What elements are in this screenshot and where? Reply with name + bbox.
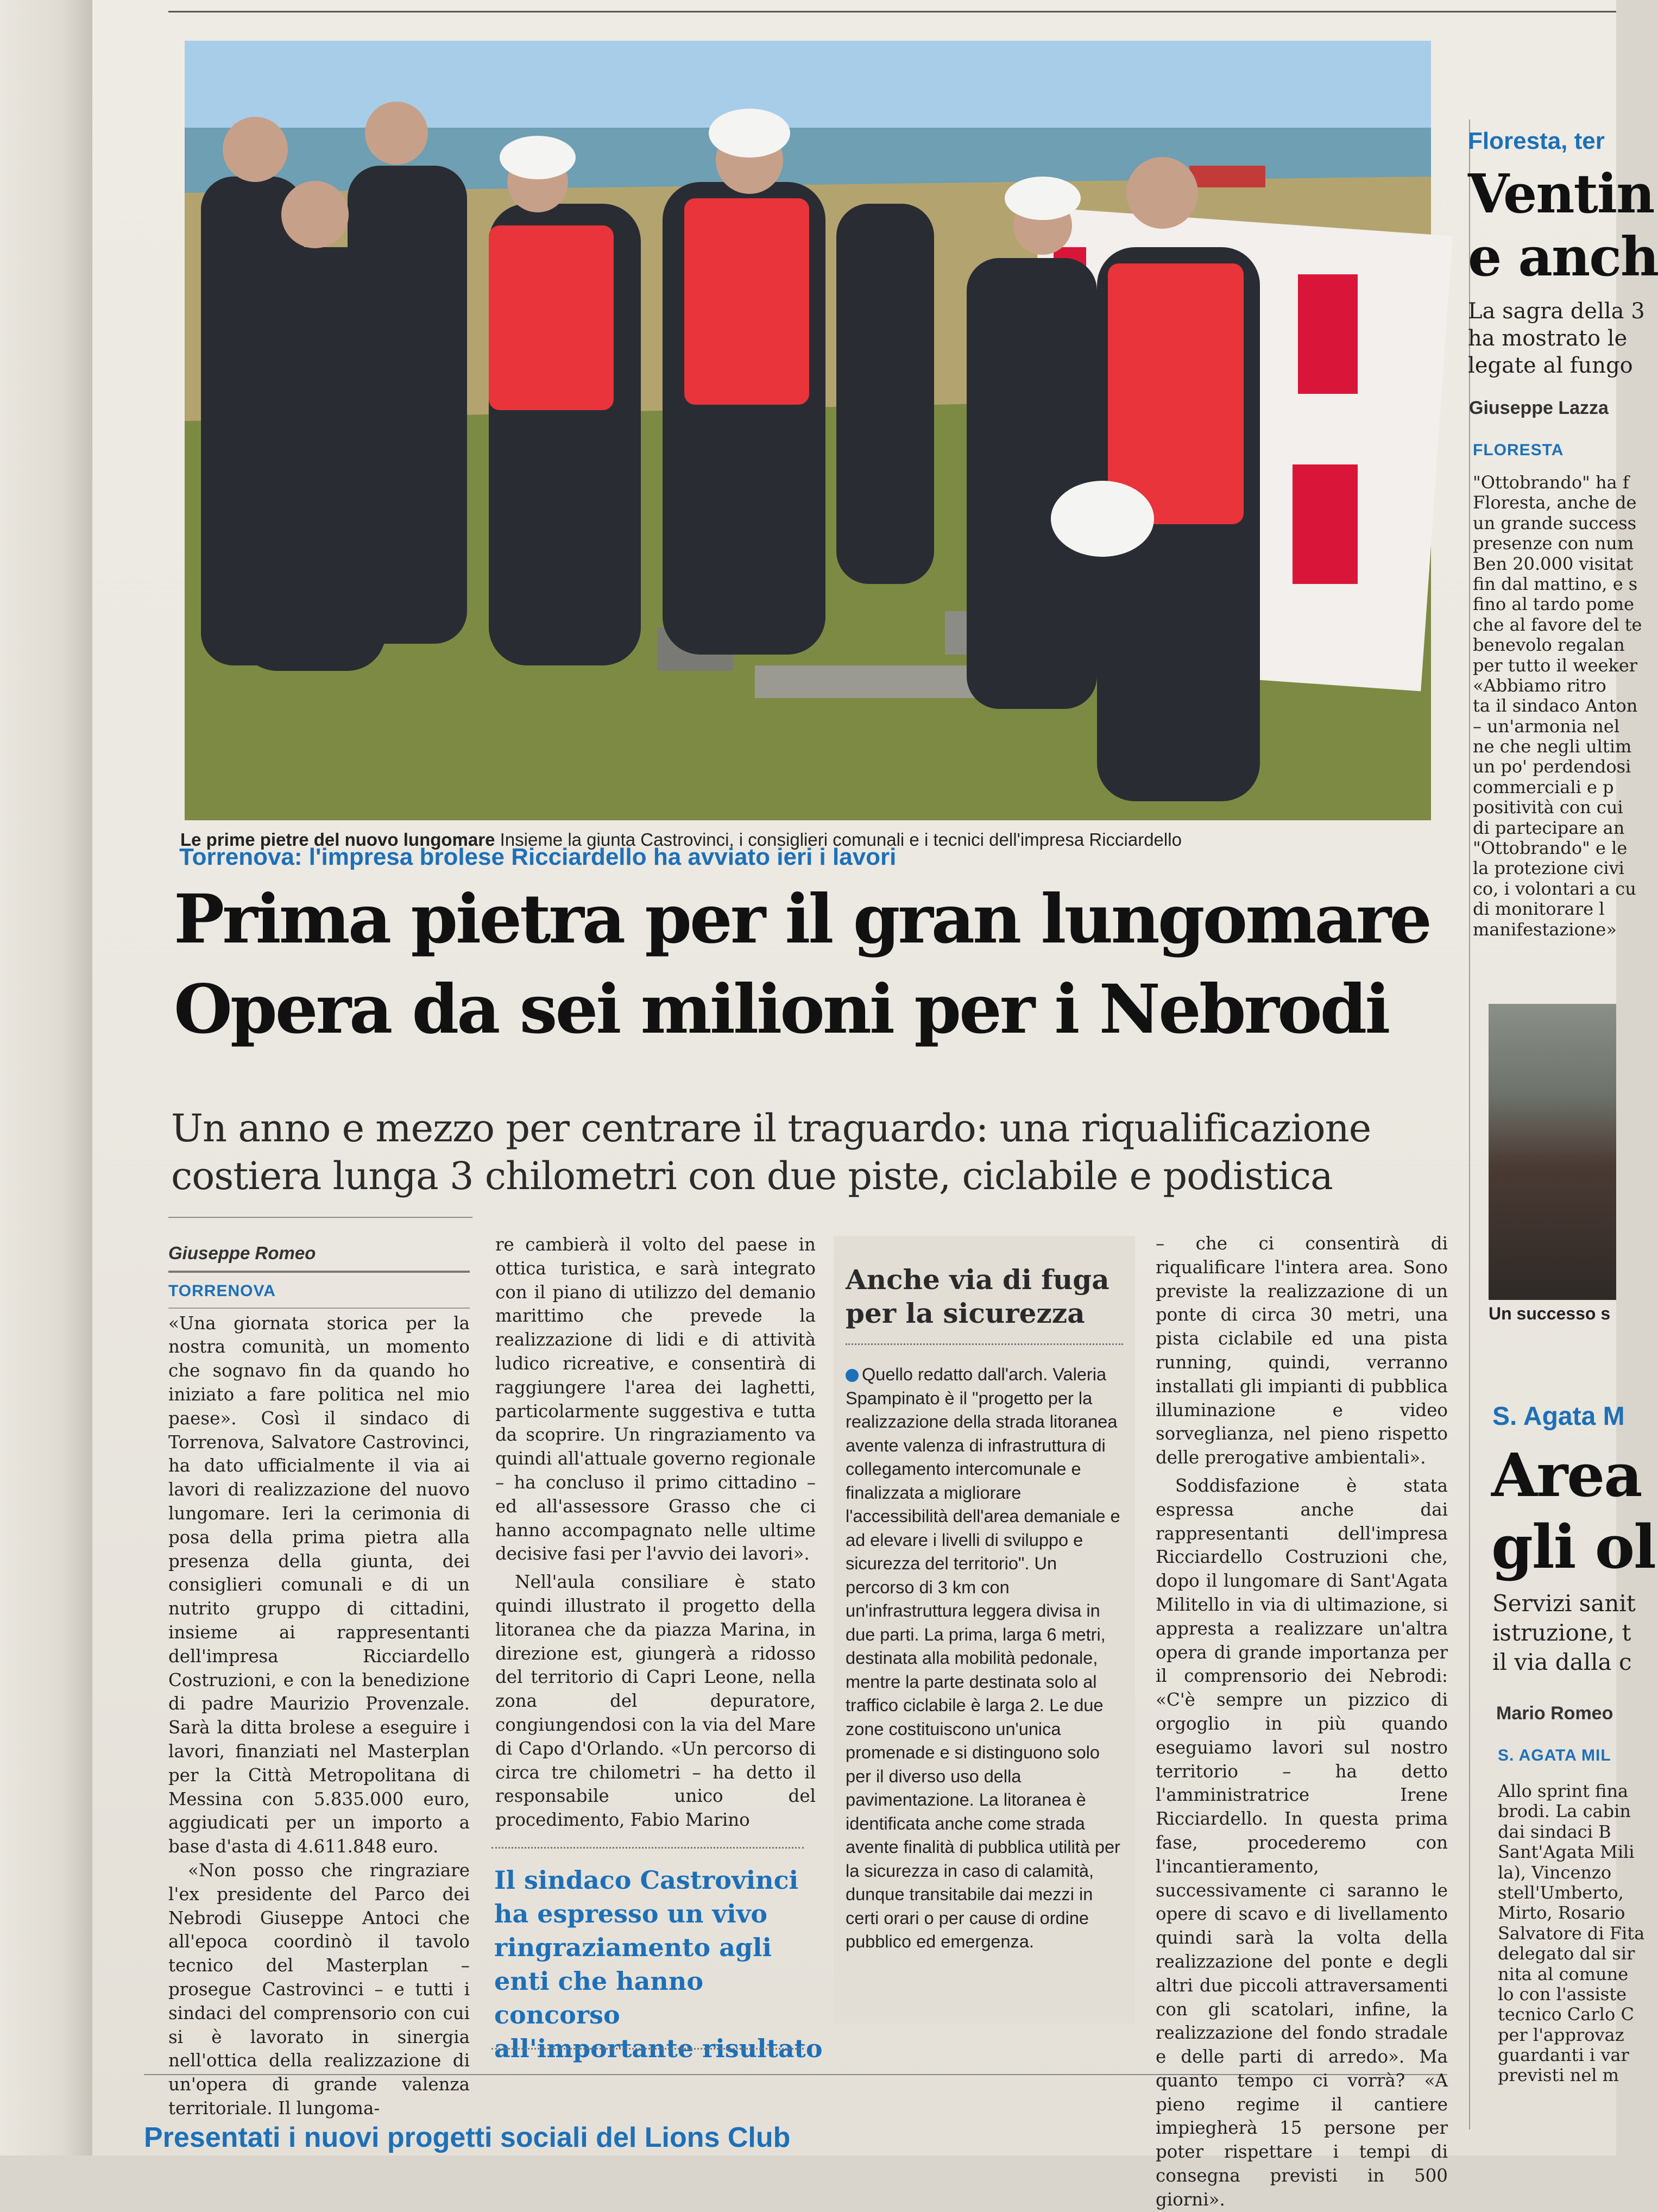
right-story-1-line: benevolo regalan (1473, 634, 1625, 656)
column-1-paragraph-2: «Non posso che ringraziare l'ex presidente del Parco dei Nebrodi Giuseppe Antoci che all'epoca coordinò il tavolo tecnico del Masterplan – prosegue Castrovinci – e tutti i sindaci del comprensorio con cui si è lavorato in sinergia nell'ottica della realizzazione di un'opera di grande valenza territoriale. Il lungoma- (168, 1859, 470, 2119)
right-story-1-line: Ben 20.000 visitat (1473, 553, 1634, 574)
photo-caption-title: Le prime pietre del nuovo lungomare (180, 830, 495, 850)
article-photo (185, 41, 1431, 820)
right-story-1-line: fino al tardo pome (1473, 594, 1635, 615)
right-story-1-deck-line-3: legate al fungo (1468, 353, 1633, 378)
headline-line-1: Prima pietra per il gran lungomare (174, 880, 1430, 959)
column-4-paragraph-1: – che ci consentirà di riqualificare l'intera area. Sono previste la realizzazione di un ponte di circa 30 metri, una pista ciclabile ed una pista running, quindi, verranno installati gli impianti di pubblica illuminazione e video sorveglianza, nel pieno rispetto delle prerogative ambientali». (1156, 1233, 1448, 1468)
right-story-1-line: co, i volontari a cu (1473, 878, 1636, 899)
article-column-4 (1156, 1232, 1448, 2212)
construction-ceremony-illustration (185, 41, 1431, 820)
column-1-paragraph-1: «Una giornata storica per la nostra comunità, un momento che sognavo fin da quando ho iniziato a fare politica nel mio paese». Così il sindaco di Torrenova, Salvatore Castrovinci, ha dato ufficialmente il via ai lavori di realizzazione del nuovo lungomare. Ieri la cerimonia di posa della prima pietra alla presenza della giunta, dei consiglieri comunali e di un nutrito gruppo di cittadini, insieme ai rappresentanti dell'impresa Ricciardello Costruzioni, e con la benedizione di padre Maurizio Provenzale. Sarà la ditta brolese a eseguire i lavori, finanziati nel Masterplan per la Città Metropolitana di Messina con 5.835.000 euro, aggiudicati per un importo a base d'asta di 4.611.848 euro. (168, 1312, 470, 1857)
right-story-1-line: un po' perdendosi (1473, 756, 1631, 777)
right-story-2-line: Allo sprint fina (1498, 1781, 1629, 1801)
right-story-2-deck-line-1: Servizi sanit (1492, 1590, 1636, 1617)
subhead-line-1: Un anno e mezzo per centrare il traguardo: una riqualificazione (171, 1106, 1371, 1151)
right-story-2-headline-line-1: Area (1491, 1440, 1642, 1510)
right-story-1-line: fin dal mattino, e s (1473, 573, 1638, 594)
right-story-1-deck (1468, 298, 1645, 379)
right-story-2-deck-line-2: istruzione, t (1492, 1619, 1631, 1646)
bottom-teaser-kicker: Presentati i nuovi progetti sociali del Lions Club (144, 2122, 791, 2153)
pull-quote: Il sindaco Castrovinci ha espresso un vivo ringraziamento agli enti che hanno concorso all'importante risultato (494, 1865, 823, 2063)
sidebar-title-line-2: per la sicurezza (846, 1297, 1085, 1329)
pullquote-top-rule (491, 1847, 804, 1850)
right-story-2-line: guardanti i var (1498, 2045, 1629, 2066)
right-story-2-byline: Mario Romeo (1496, 1703, 1613, 1724)
right-story-1-headline-line-2: e anch (1468, 226, 1658, 288)
right-story-2-text (1498, 1781, 1644, 2085)
right-story-2-kicker: S. Agata M (1492, 1402, 1625, 1431)
right-story-2-line: delegato dal sir (1498, 1943, 1635, 1964)
right-story-1-line: Floresta, anche de (1473, 492, 1637, 513)
right-story-1-dateline: FLORESTA (1473, 441, 1564, 459)
article-subhead (171, 1104, 1371, 1200)
dateline-rule (168, 1308, 470, 1309)
column-2-paragraph-1: re cambierà il volto del paese in ottica turistica, e sarà integrato con il piano di utilizzo del demanio marittimo che prevede la realizzazione di lidi e di attività ludico ricreative, e consentirà di raggiungere l'area dei laghetti, particolarmente suggestiva e tutta da scoprire. Un ringraziamento va quindi all'attuale governo regionale – ha concluso il primo cittadino – ed all'assessore Grasso che ci hanno accompagnato nelle ultime decisive fasi per l'avvio dei lavori». (495, 1234, 816, 1564)
right-story-2-line: Salvatore di Fita (1498, 1922, 1645, 1944)
right-story-1-line: per tutto il weeker (1473, 655, 1638, 676)
right-story-1-line: – un'armonia nel (1473, 715, 1620, 737)
binding-shadow (0, 0, 103, 2156)
right-story-2-deck (1492, 1589, 1636, 1677)
right-story-1-deck-line-2: ha mostrato le (1468, 326, 1628, 351)
article-column-1 (168, 1241, 470, 2121)
right-story-2-headline-line-2: gli ol (1491, 1512, 1655, 1582)
sidebar-text (846, 1363, 1123, 1954)
right-photo-caption: Un successo s (1489, 1304, 1611, 1323)
right-story-1-headline-line-1: Ventin (1468, 163, 1654, 225)
right-story-1-line: "Ottobrando" ha f (1473, 472, 1629, 493)
sidebar-box (834, 1236, 1135, 2024)
right-story-1-byline: Giuseppe Lazza (1469, 398, 1609, 418)
right-story-1-text (1473, 473, 1642, 940)
right-column-rule (1469, 120, 1470, 2129)
right-story-2-deck-line-3: il via dalla c (1492, 1649, 1632, 1675)
right-story-2-headline (1491, 1440, 1655, 1583)
right-story-2-line: tecnico Carlo C (1498, 2004, 1634, 2025)
right-story-1-headline (1468, 163, 1658, 289)
right-story-1-line: di partecipare an (1473, 817, 1625, 838)
byline-rule (168, 1271, 470, 1273)
right-story-2-line: per l'approvaz (1498, 2024, 1624, 2045)
bullet-icon (846, 1369, 859, 1382)
right-story-1-deck-line-1: La sagra della 3 (1468, 299, 1645, 324)
right-story-1-line: un grande success (1473, 512, 1637, 533)
right-story-2-line: la), Vincenzo (1498, 1862, 1612, 1883)
right-story-1-line: "Ottobrando" e le (1473, 838, 1628, 859)
photo-caption-text: Insieme la giunta Castrovinci, i consiglieri comunali e i tecnici dell'impresa Ricciardello (500, 830, 1182, 850)
column-2-paragraph-2: Nell'aula consiliare è stato quindi illustrato il progetto della litoranea che da piazza Marina, in direzione est, giungerà a ridosso del territorio di Capri Leone, nella zona del depuratore, congiungendosi con la via del Mare di Capo d'Orlando. «Un percorso di circa tre chilometri – ha detto il responsabile unico del procedimento, Fabio Marino (495, 1572, 816, 1831)
column-4-paragraph-2: Soddisfazione è stata espressa anche dai rappresentanti dell'impresa Ricciardello Costruzioni che, dopo il lungomare di Sant'Agata Militello in via di ultimazione, si appresta a realizzare un'altra opera di grande importanza per il comprensorio dei Nebrodi: «C'è sempre un pizzico di orgoglio in più quando eseguiamo lavori sul nostro territorio – ha detto l'amministratrice Irene Ricciardello. In questa prima fase, procederemo con l'incantieramento, successivamente ci saranno le opere di scavo e di livellamento quindi sarà la volta della realizzazione del ponte e degli altri due piccoli attraversamenti con gli scatolari, infine, la realizzazione del fondo stradale e delle parti di arredo». Ma quanto tempo ci vorrà? «A pieno regime il cantiere impiegherà 15 persone per poter rispettare i tempi di consegna previsti in 500 giorni». (1156, 1475, 1448, 2210)
right-story-2-line: brodi. La cabin (1498, 1801, 1631, 1822)
right-story-1-kicker: Floresta, ter (1468, 128, 1605, 154)
right-story-1-line: ne che negli ultim (1473, 736, 1632, 757)
right-story-2-line: Sant'Agata Mili (1498, 1842, 1635, 1863)
right-story-1-line: presenze con num (1473, 533, 1634, 554)
sidebar-title-line-1: Anche via di fuga (846, 1264, 1109, 1296)
right-column-photo (1489, 1004, 1616, 1300)
right-story-1-line: la protezione civi (1473, 858, 1624, 879)
right-story-1-line: commerciali e p (1473, 776, 1614, 797)
right-story-2-line: nita al comune (1498, 1963, 1629, 1984)
right-story-1-line: ta il sindaco Anton (1473, 695, 1638, 717)
right-story-1-line: «Abbiamo ritro (1473, 675, 1606, 696)
right-story-2-line: Mirto, Rosario (1498, 1902, 1625, 1924)
sidebar-body: Quello redatto dall'arch. Valeria Spampinato è il "progetto per la realizzazione della strada litoranea avente valenza di infrastruttura di collegamento intercomunale e finalizzata a migliorare l'accessibilità dell'area demaniale e ad elevare i livelli di sviluppo e sicurezza del territorio". Un percorso di 3 km con un'infrastruttura leggera divisa in due parti. La prima, larga 6 metri, destinata alla mobilità pedonale, mentre la parte destinata solo al traffico ciclabile è larga 2. Le due zone costituiscono un'unica promenade e si distinguono solo per il diverso uso della pavimentazione. La litoranea è identificata anche come strada avente finalità di pubblica utilità per la sicurezza in caso di calamità, dunque transitabile dai mezzi in certi orari o per cause di ordine pubblico ed emergenza. (846, 1365, 1120, 1951)
right-story-1-line: positività con cui (1473, 797, 1623, 818)
column-rule (168, 1217, 472, 1218)
dateline: TORRENOVA (168, 1281, 276, 1300)
sidebar-title-rule (846, 1343, 1123, 1347)
right-story-1-line: di monitorare l (1473, 898, 1605, 920)
pullquote-bottom-rule (491, 2048, 804, 2051)
subhead-line-2: costiera lunga 3 chilometri con due piste, ciclabile e podistica (171, 1154, 1333, 1198)
article-headline (174, 880, 1430, 1049)
right-story-1-line: manifestazione» (1473, 919, 1617, 940)
right-story-2-dateline: S. AGATA MIL (1498, 1746, 1611, 1764)
byline: Giuseppe Romeo (168, 1243, 316, 1263)
right-story-1-line: che al favore del te (1473, 614, 1642, 635)
right-story-2-line: previsti nel m (1498, 2065, 1619, 2086)
right-story-2-line: lo con l'assiste (1498, 1983, 1627, 2004)
top-rule (168, 11, 1616, 12)
right-story-2-line: stell'Umberto, (1498, 1882, 1624, 1903)
headline-line-2: Opera da sei milioni per i Nebrodi (174, 970, 1389, 1049)
article-column-2 (495, 1233, 816, 1832)
right-story-2-line: dai sindaci B (1498, 1821, 1611, 1842)
article-kicker: Torrenova: l'impresa brolese Ricciardello ha avviato ieri i lavori (179, 844, 897, 870)
